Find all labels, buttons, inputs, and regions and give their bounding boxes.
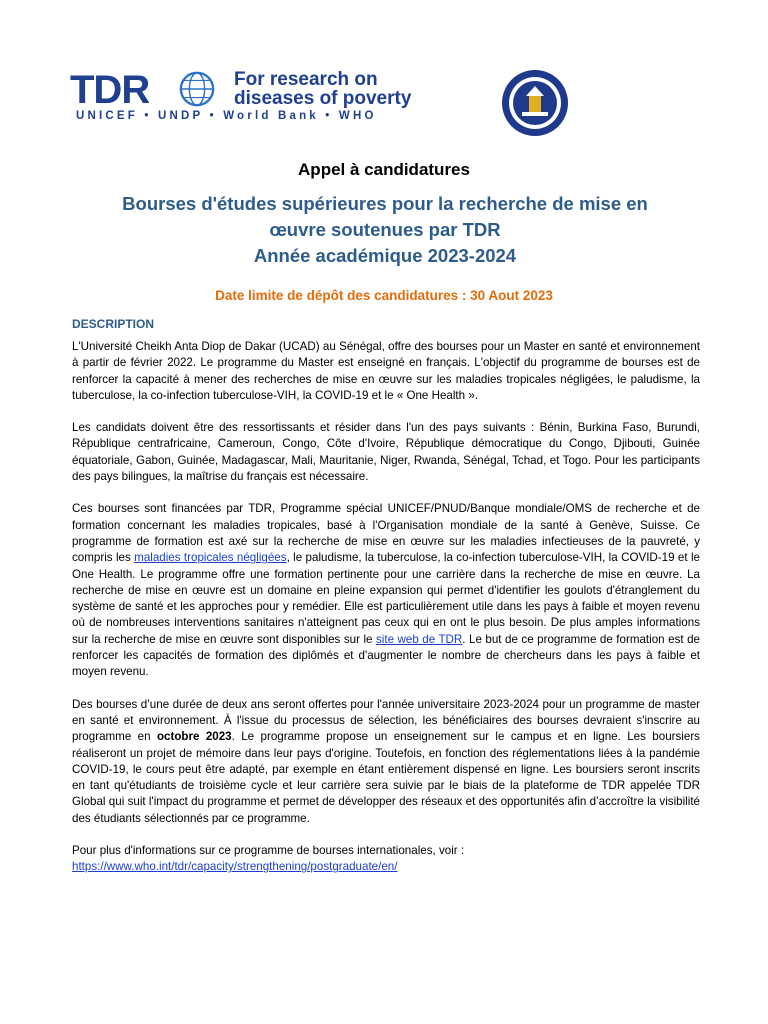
paragraph-eligibility: Les candidats doivent être des ressortissants et résider dans l'un des pays suivants : Bénin, Burkina Faso, Burundi, République centrafricaine, Cameroun, Congo, Côte d'Ivoire, République démocratique du Congo, Djibouti, Guinée équatoriale, Gabon, Guinée, Madagascar, Mali, Mauritanie, Niger, Rwanda, Sénégal, Tchad, et Togo. Pour les participants des pays bilingues, la maîtrise du français est nécessaire. (72, 421, 700, 484)
deadline-notice: Date limite de dépôt des candidatures : 30 Aout 2023 (215, 288, 553, 303)
paragraph-funding-part2: , le paludisme, la tuberculose, la co-infection tuberculose-VIH, la COVID-19 et le One Health. Le programme offre une formation pertinente pour une carrière dans la recherche de mise en œuvre. La recherche de mise en œuvre est un domaine en pleine expansion qui permet d'identifier les goulots d'étranglement du système de santé et les approches pour y remédier. Elle est particulièrement utile dans les pays à faible et moyen revenu où de nombreuses interventions sanitaires n'atteignent pas ceux qui en ont le plus besoin. De plus amples informations sur la recherche de mise en œuvre sont disponibles sur le (72, 551, 700, 646)
enrollment-date: octobre 2023 (156, 730, 232, 744)
header (70, 66, 710, 136)
paragraph-funding (72, 501, 700, 680)
who-postgraduate-link[interactable]: https://www.who.int/tdr/capacity/strengthening/postgraduate/en/ (72, 860, 398, 874)
paragraph-program-part1: Des bourses d’une durée de deux ans seront offertes pour l'année universitaire 2023-2024 pour un programme de master en santé et environnement. À l'issue du processus de sélection, les bénéficiaires des bourses devraient s'inscrire au programme en (72, 697, 700, 744)
partners-line: UNICEF • UNDP • World Bank • WHO (76, 110, 377, 122)
tdr-logo-text: TDR (70, 68, 150, 112)
paragraph-funding-part1: Ces bourses sont financées par TDR, Programme spécial UNICEF/PNUD/Banque mondiale/OMS de recherche et de formation concernant les maladies tropicales, basé à l'Organisation mondiale de la santé à Genève, Suisse. Ce programme de formation est axé sur la recherche de mise en œuvre sur les maladies infectieuses de la pauvreté, y compris les (72, 502, 700, 565)
call-heading: Appel à candidatures (298, 160, 470, 179)
ucad-seal-icon (500, 68, 570, 138)
tagline-line1: For research on (234, 69, 378, 90)
document-body (72, 339, 700, 876)
tdr-logo (70, 66, 450, 126)
more-info (72, 843, 700, 876)
title-line3: Année académique 2023-2024 (253, 245, 517, 266)
ntd-link[interactable]: maladies tropicales négligées (134, 551, 287, 565)
un-globe-icon (178, 70, 216, 108)
title-line1: Bourses d'études supérieures pour la recherche de mise en (122, 193, 648, 214)
description-heading: DESCRIPTION (72, 317, 155, 331)
tdr-website-link[interactable]: site web de TDR (375, 632, 463, 646)
paragraph-program-part2: . Le programme propose un enseignement sur le campus et en ligne. Les boursiers réaliseront un projet de mémoire dans leur pays d'origine. Toutefois, en fonction des réglementations liées à la pandémie COVID-19, le cours peut être adapté, par exemple en étant entièrement dispensé en ligne. Les boursiers seront inscrits en tant qu'étudiants de troisième cycle et leur carrière sera suivie par le biais de la plateforme de TDR appelée TDR Global qui suit l'impact du programme et permet de développer des réseaux et des opportunités afin d’accroître la visibilité des étudiants sélectionnés par ce programme. (72, 730, 700, 825)
paragraph-funding-part3: . Le but de ce programme de formation est de renforcer les capacités de formation des diplômés et d'augmenter le nombre de chercheurs dans les pays à faible et moyen revenu. (72, 632, 700, 679)
tagline-line2: diseases of poverty (234, 88, 412, 109)
more-info-text: Pour plus d'informations sur ce programme de bourses internationales, voir : (72, 844, 465, 858)
page-title (60, 191, 710, 269)
paragraph-program (72, 697, 700, 827)
paragraph-intro: L'Université Cheikh Anta Diop de Dakar (UCAD) au Sénégal, offre des bourses pour un Master en santé et environnement à partir de février 2022. Le programme du Master est enseigné en français. L'objectif du programme de bourses est de renforcer la capacité à mener des recherches de mise en œuvre sur les maladies tropicales négligées, le paludisme, la tuberculose, la co-infection tuberculose-VIH, la COVID-19 et le « One Health ». (72, 340, 700, 402)
title-line2: œuvre soutenues par TDR (269, 219, 501, 240)
